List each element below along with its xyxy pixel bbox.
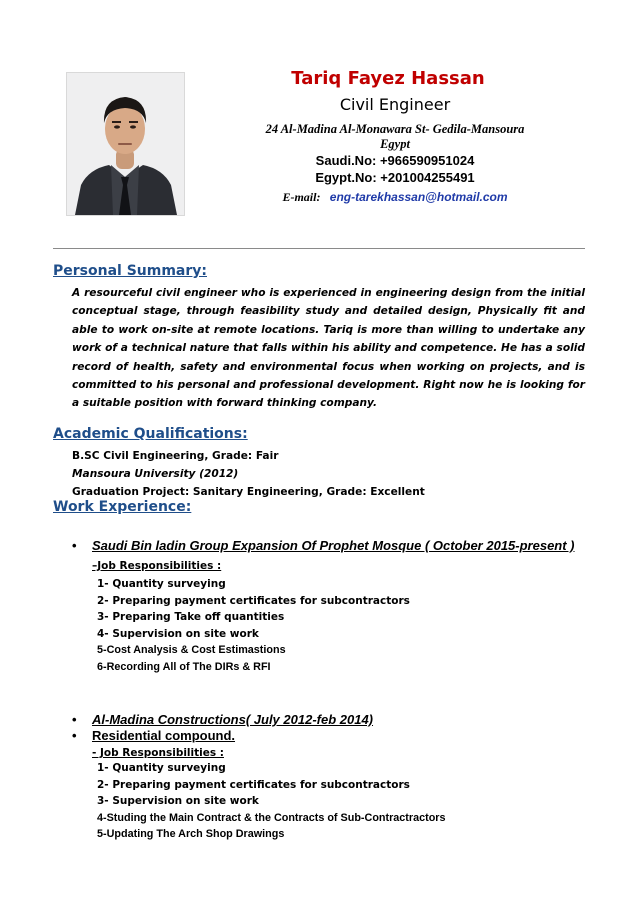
- portrait-illustration: [67, 73, 184, 215]
- list-item: 1- Quantity surveying: [97, 762, 226, 774]
- list-item: 4-Studing the Main Contract & the Contracts of Sub-Contractractors: [97, 811, 446, 824]
- job-entry-2: [72, 712, 592, 843]
- list-item: 2- Preparing payment certificates for subcontractors: [97, 778, 410, 791]
- list-item: 3- Preparing Take off quantities: [97, 611, 285, 624]
- saudi-phone: Saudi.No: +966590951024: [315, 153, 475, 168]
- university: Mansoura University (2012): [72, 468, 239, 480]
- job-2-subtitle-row: [72, 728, 592, 744]
- egypt-phone: Egypt.No: +201004255491: [315, 170, 475, 185]
- list-item: 6-Recording All of The DIRs & RFI: [97, 660, 271, 673]
- email-line: [210, 190, 580, 205]
- email-label: E-mail:: [282, 190, 321, 204]
- header-divider: [53, 248, 585, 249]
- job-title: Civil Engineer: [339, 95, 451, 114]
- list-item: 5-Cost Analysis & Cost Estimastions: [97, 644, 286, 657]
- job-2-subtitle: Residential compound.: [92, 728, 236, 743]
- address-line-2: Egypt: [380, 137, 410, 151]
- bullet-icon: •: [72, 712, 77, 727]
- personal-summary-text: A resourceful civil engineer who is experienced in engineering design from the initial conceptual stage, through feasibility study and detailed design, Physically fit and able to work on-site at remote locations. Tariq is more than willing to undertake any work of a technical nature that falls within his ability and competence. He has a solid record of health, safety and environmental focus when working on projects, and is committed to his personal and professional development. Right now he is looking for a suitable position with forward thinking company.: [72, 287, 585, 410]
- job-2-responsibilities: [97, 760, 592, 843]
- email-link[interactable]: eng-tarekhassan@hotmail.com: [329, 190, 508, 204]
- job-1-responsibilities: [97, 576, 592, 676]
- job-2-title: Al-Madina Constructions( July 2012-feb 2014): [92, 712, 374, 727]
- list-item: 4- Supervision on site work: [97, 627, 259, 640]
- list-item: 5-Updating The Arch Shop Drawings: [97, 828, 285, 841]
- job-1-title: Saudi Bin ladin Group Expansion Of Prophet Mosque ( October 2015-present ): [92, 538, 575, 553]
- personal-summary-heading: Personal Summary:: [53, 263, 207, 279]
- degree: B.SC Civil Engineering, Grade: Fair: [72, 450, 279, 462]
- academic-details: [72, 447, 425, 501]
- job-1-responsibilities-label: –Job Responsibilities :: [92, 560, 222, 572]
- address-line-1: 24 Al-Madina Al-Monawara St- Gedila-Mansoura: [265, 122, 525, 136]
- list-item: 1- Quantity surveying: [97, 578, 226, 590]
- profile-photo: [66, 72, 185, 216]
- work-experience-heading: Work Experience:: [53, 499, 192, 515]
- list-item: 3- Supervision on site work: [97, 795, 259, 808]
- job-2-title-row: [72, 712, 592, 728]
- job-2-responsibilities-label: - Job Responsibilities :: [92, 747, 224, 759]
- job-entry-1: [72, 538, 592, 676]
- candidate-name: Tariq Fayez Hassan: [291, 68, 485, 89]
- graduation-project: Graduation Project: Sanitary Engineering, Grade: Excellent: [72, 486, 425, 498]
- job-1-title-row: [72, 538, 592, 554]
- bullet-icon: •: [72, 538, 77, 553]
- list-item: 2- Preparing payment certificates for subcontractors: [97, 594, 410, 607]
- academic-heading: Academic Qualifications:: [53, 426, 248, 442]
- bullet-icon: •: [72, 728, 77, 743]
- contact-header: [210, 68, 580, 205]
